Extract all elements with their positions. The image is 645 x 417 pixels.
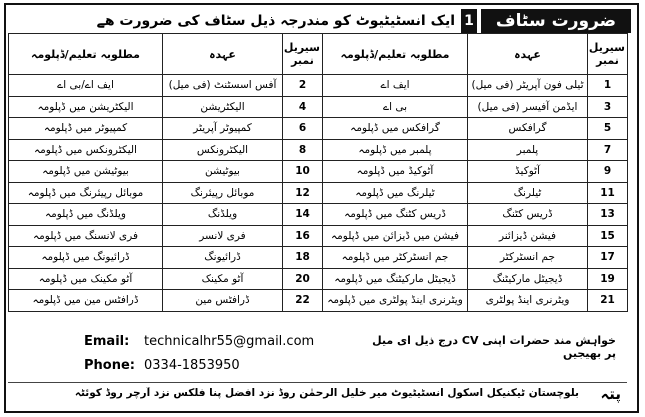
- post-name: ڈیجیٹل مارکیٹنگ: [468, 268, 588, 290]
- serial-number: 20: [283, 268, 323, 290]
- serial-number: 14: [283, 204, 323, 226]
- qualification: ویلڈنگ میں ڈپلومہ: [9, 204, 163, 226]
- post-name: فیشن ڈیزائنر: [468, 225, 588, 247]
- table-row: [9, 204, 628, 226]
- table-row: [9, 118, 628, 140]
- qualification: بی اے: [323, 96, 468, 118]
- table-row: [9, 96, 628, 118]
- serial-number: 19: [588, 268, 628, 290]
- email-label: Email:: [84, 334, 130, 349]
- table-row: [9, 247, 628, 269]
- serial-number: 10: [283, 161, 323, 183]
- address-text: بلوچستان ٹیکنیکل اسکول انسٹیٹیوٹ میر خلیل الرحمٰن روڈ نزد افضل پنا فلکس نزد آرچر روڈ کوئٹہ: [74, 387, 579, 399]
- address-label: پتہ: [600, 385, 621, 403]
- qualification: الیکٹرونکس میں ڈپلومہ: [9, 139, 163, 161]
- address-section: [8, 382, 627, 405]
- ad-subtitle: ایک انسٹیٹیوٹ کو مندرجہ ذیل سٹاف کی ضرورت ھے: [96, 13, 455, 29]
- post-name: جم انسٹرکٹر: [468, 247, 588, 269]
- post-name: ویٹرنری اینڈ پولٹری: [468, 290, 588, 312]
- serial-number: 5: [588, 118, 628, 140]
- phone-number[interactable]: 0334-1853950: [144, 358, 240, 373]
- qualification: آٹو مکینک میں ڈپلومہ: [9, 268, 163, 290]
- qualification: بیوٹیشن میں ڈپلومہ: [9, 161, 163, 183]
- serial-number: 6: [283, 118, 323, 140]
- serial-number: 3: [588, 96, 628, 118]
- post-name: ایڈمن آفیسر (فی میل): [468, 96, 588, 118]
- qualification: ٹیلرنگ میں ڈپلومہ: [323, 182, 468, 204]
- col-header-qualification: مطلوبہ تعلیم/ڈپلومہ: [323, 34, 468, 75]
- serial-number: 4: [283, 96, 323, 118]
- post-name: فری لانسر: [163, 225, 283, 247]
- qualification: آٹوکیڈ میں ڈپلومہ: [323, 161, 468, 183]
- staff-table: [8, 33, 628, 312]
- post-name: ویلڈنگ: [163, 204, 283, 226]
- serial-number: 16: [283, 225, 323, 247]
- qualification: ڈریس کٹنگ میں ڈپلومہ: [323, 204, 468, 226]
- serial-number: 11: [588, 182, 628, 204]
- qualification: جم انسٹرکٹر میں ڈپلومہ: [323, 247, 468, 269]
- serial-number: 12: [283, 182, 323, 204]
- ad-title: ضرورت سٹاف: [481, 9, 631, 33]
- serial-number: 7: [588, 139, 628, 161]
- serial-number: 9: [588, 161, 628, 183]
- serial-number: 15: [588, 225, 628, 247]
- qualification: الیکٹریشن میں ڈپلومہ: [9, 96, 163, 118]
- col-header-qualification: مطلوبہ تعلیم/ڈپلومہ: [9, 34, 163, 75]
- col-header-serial: سیریل نمبر: [588, 34, 628, 75]
- serial-number: 1: [588, 75, 628, 97]
- table-header-row: [9, 34, 628, 75]
- serial-number: 2: [283, 75, 323, 97]
- serial-number: 8: [283, 139, 323, 161]
- serial-number: 21: [588, 290, 628, 312]
- post-name: کمپیوٹر آپریٹر: [163, 118, 283, 140]
- post-name: پلمبر: [468, 139, 588, 161]
- qualification: ایف اے/بی اے: [9, 75, 163, 97]
- phone-label: Phone:: [84, 358, 135, 373]
- post-name: ڈرائیونگ: [163, 247, 283, 269]
- table-row: [9, 290, 628, 312]
- table-row: [9, 182, 628, 204]
- post-name: آفس اسسٹنٹ (فی میل): [163, 75, 283, 97]
- table-row: [9, 268, 628, 290]
- serial-number: 22: [283, 290, 323, 312]
- qualification: پلمبر میں ڈپلومہ: [323, 139, 468, 161]
- post-name: آٹو مکینک: [163, 268, 283, 290]
- post-name: آٹوکیڈ: [468, 161, 588, 183]
- qualification: ڈرائیونگ میں ڈپلومہ: [9, 247, 163, 269]
- qualification: گرافکس میں ڈپلومہ: [323, 118, 468, 140]
- table-row: [9, 75, 628, 97]
- table-row: [9, 161, 628, 183]
- qualification: ایف اے: [323, 75, 468, 97]
- post-name: ڈریس کٹنگ: [468, 204, 588, 226]
- qualification: موبائل رپیئرنگ میں ڈپلومہ: [9, 182, 163, 204]
- serial-number: 18: [283, 247, 323, 269]
- col-header-serial: سیریل نمبر: [283, 34, 323, 75]
- post-name: ٹیلرنگ: [468, 182, 588, 204]
- post-name: ٹیلی فون آپریٹر (فی میل): [468, 75, 588, 97]
- post-name: بیوٹیشن: [163, 161, 283, 183]
- qualification: ویٹرنری اینڈ پولٹری میں ڈپلومہ: [323, 290, 468, 312]
- table-row: [9, 225, 628, 247]
- post-name: الیکٹرونکس: [163, 139, 283, 161]
- qualification: فری لانسنگ میں ڈپلومہ: [9, 225, 163, 247]
- ad-number-badge: 1: [461, 9, 477, 33]
- qualification: ڈرافٹس مین میں ڈپلومہ: [9, 290, 163, 312]
- post-name: موبائل رپیئرنگ: [163, 182, 283, 204]
- serial-number: 13: [588, 204, 628, 226]
- post-name: الیکٹریشن: [163, 96, 283, 118]
- col-header-post: عہدہ: [163, 34, 283, 75]
- email-link[interactable]: technicalhr55@gmail.com: [144, 334, 315, 349]
- qualification: کمپیوٹر میں ڈپلومہ: [9, 118, 163, 140]
- post-name: گرافکس: [468, 118, 588, 140]
- table-row: [9, 139, 628, 161]
- application-note: خواہش مند حضرات اپنی CV درج ذیل ای میل پر بھیجیں: [372, 334, 616, 360]
- serial-number: 17: [588, 247, 628, 269]
- col-header-post: عہدہ: [468, 34, 588, 75]
- contact-section: [14, 328, 624, 378]
- post-name: ڈرافٹس مین: [163, 290, 283, 312]
- qualification: فیشن میں ڈیزائن میں ڈپلومہ: [323, 225, 468, 247]
- qualification: ڈیجیٹل مارکیٹنگ میں ڈپلومہ: [323, 268, 468, 290]
